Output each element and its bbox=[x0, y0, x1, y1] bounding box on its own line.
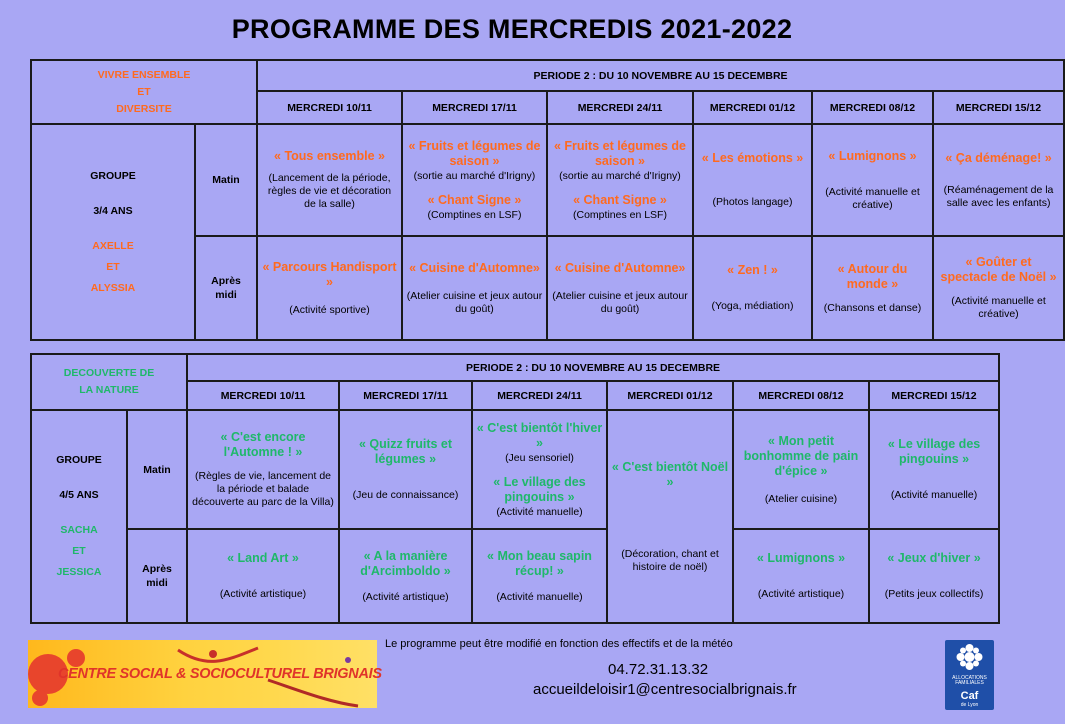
period-header: PERIODE 2 : DU 10 NOVEMBRE AU 15 DECEMBRE bbox=[187, 354, 999, 381]
centre-social-logo bbox=[28, 640, 382, 708]
theme-label: VIVRE ENSEMBLE ET DIVERSITE bbox=[31, 60, 257, 124]
activity-cell: « Parcours Handisport » (Activité sportive) bbox=[257, 236, 402, 340]
caf-small-text: ALLOCATIONS FAMILIALES bbox=[952, 675, 987, 686]
activity-cell: « Quizz fruits et légumes » (Jeu de connaissance) bbox=[339, 410, 472, 529]
day-header: MERCREDI 10/11 bbox=[257, 91, 402, 124]
period-header: PERIODE 2 : DU 10 NOVEMBRE AU 15 DECEMBRE bbox=[257, 60, 1064, 91]
day-header: MERCREDI 15/12 bbox=[869, 381, 999, 410]
activity-cell: « Fruits et légumes de saison » (sortie au marché d'Irigny) « Chant Signe » (Comptines en LSF) bbox=[547, 124, 693, 236]
activity-cell: « Cuisine d'Automne» (Atelier cuisine et jeux autour du goût) bbox=[547, 236, 693, 340]
activity-cell: « Tous ensemble » (Lancement de la période, règles de vie et décoration de la salle) bbox=[257, 124, 402, 236]
theme-label: DECOUVERTE DE LA NATURE bbox=[31, 354, 187, 410]
activity-cell: « Mon petit bonhomme de pain d'épice » (Atelier cuisine) bbox=[733, 410, 869, 529]
day-header: MERCREDI 24/11 bbox=[547, 91, 693, 124]
day-header: MERCREDI 01/12 bbox=[607, 381, 733, 410]
group-cell: GROUPE 3/4 ANS AXELLE ET ALYSSIA bbox=[31, 124, 195, 340]
slot-apres-midi: Après midi bbox=[195, 236, 257, 340]
activity-cell: « Autour du monde » (Chansons et danse) bbox=[812, 236, 933, 340]
activity-cell: « Fruits et légumes de saison » (sortie au marché d'Irigny) « Chant Signe » (Comptines en LSF) bbox=[402, 124, 547, 236]
group-cell: GROUPE 4/5 ANS SACHA ET JESSICA bbox=[31, 410, 127, 623]
activity-cell: « C'est encore l'Automne ! » (Règles de vie, lancement de la période et balade découverte au parc de la Villa) bbox=[187, 410, 339, 529]
activity-cell: « Lumignons » (Activité artistique) bbox=[733, 529, 869, 623]
logo-text: CENTRE SOCIAL & SOCIOCULTUREL BRIGNAIS bbox=[58, 666, 382, 682]
slot-apres-midi: Après midi bbox=[127, 529, 187, 623]
email-address[interactable]: accueildeloisir1@centresocialbrignais.fr bbox=[533, 681, 797, 698]
page-title: PROGRAMME DES MERCREDIS 2021-2022 bbox=[231, 14, 793, 44]
activity-cell: « Mon beau sapin récup! » (Activité manuelle) bbox=[472, 529, 607, 623]
activity-cell: « A la manière d'Arcimboldo » (Activité artistique) bbox=[339, 529, 472, 623]
schedule-table-4-5-ans bbox=[30, 353, 1000, 624]
phone-number: 04.72.31.13.32 bbox=[608, 661, 709, 678]
activity-cell: « Le village des pingouins » (Activité manuelle) bbox=[869, 410, 999, 529]
slot-matin: Matin bbox=[195, 124, 257, 236]
day-header: MERCREDI 24/11 bbox=[472, 381, 607, 410]
caf-name: Caf bbox=[960, 690, 979, 702]
activity-cell: « Lumignons » (Activité manuelle et créative) bbox=[812, 124, 933, 236]
activity-cell: « Cuisine d'Automne» (Atelier cuisine et jeux autour du goût) bbox=[402, 236, 547, 340]
activity-cell: « Les émotions » (Photos langage) bbox=[693, 124, 812, 236]
day-header: MERCREDI 15/12 bbox=[933, 91, 1064, 124]
activity-cell: « C'est bientôt l'hiver » (Jeu sensoriel) « Le village des pingouins » (Activité manuelle) bbox=[472, 410, 607, 529]
activity-cell: « Zen ! » (Yoga, médiation) bbox=[693, 236, 812, 340]
caf-flower-icon bbox=[945, 640, 994, 676]
day-header: MERCREDI 01/12 bbox=[693, 91, 812, 124]
day-header: MERCREDI 10/11 bbox=[187, 381, 339, 410]
caf-logo bbox=[945, 640, 994, 710]
activity-cell: « Ça déménage! » (Réaménagement de la salle avec les enfants) bbox=[933, 124, 1064, 236]
activity-cell: « Land Art » (Activité artistique) bbox=[187, 529, 339, 623]
day-header: MERCREDI 17/11 bbox=[339, 381, 472, 410]
footer-note: Le programme peut être modifié en fonction des effectifs et de la météo bbox=[385, 638, 733, 650]
schedule-table-3-4-ans bbox=[30, 59, 1065, 341]
day-header: MERCREDI 08/12 bbox=[733, 381, 869, 410]
slot-matin: Matin bbox=[127, 410, 187, 529]
day-header: MERCREDI 17/11 bbox=[402, 91, 547, 124]
activity-cell: « C'est bientôt Noël » (Décoration, chant et histoire de noël) bbox=[607, 410, 733, 623]
activity-cell: « Jeux d'hiver » (Petits jeux collectifs) bbox=[869, 529, 999, 623]
activity-cell: « Goûter et spectacle de Noël » (Activité manuelle et créative) bbox=[933, 236, 1064, 340]
day-header: MERCREDI 08/12 bbox=[812, 91, 933, 124]
caf-sub: de Lyon bbox=[960, 702, 979, 708]
